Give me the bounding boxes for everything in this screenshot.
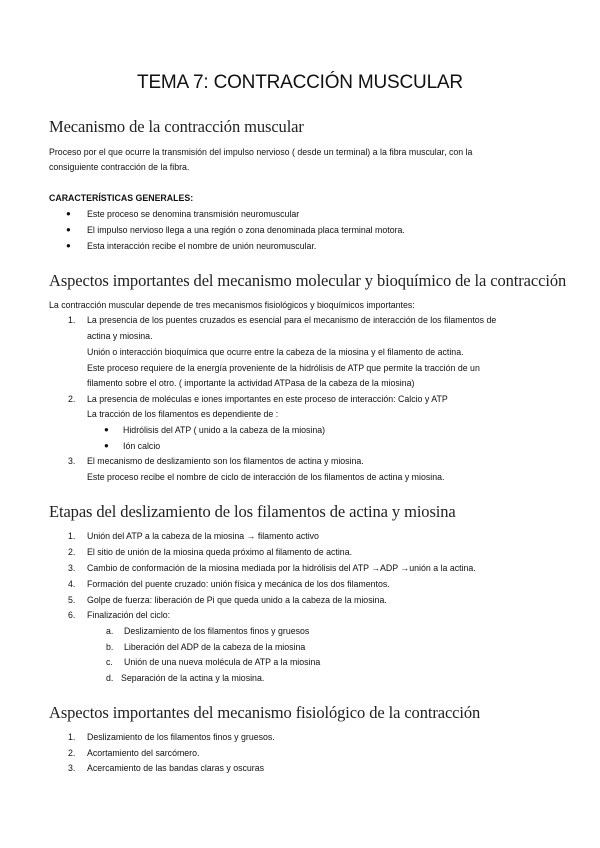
list-item: Deslizamiento de los filamentos finos y gruesos.: [87, 732, 275, 742]
list-letter: c.: [106, 657, 113, 667]
list-item: Unión del ATP a la cabeza de la miosina → filamento activo: [87, 531, 319, 541]
list-letter: d.: [106, 673, 114, 683]
document-title: TEMA 7: CONTRACCIÓN MUSCULAR: [137, 72, 463, 93]
caracteristicas-label: CARACTERÍSTICAS GENERALES:: [49, 193, 194, 203]
list-number: 1.: [68, 531, 76, 541]
list-item: Esta interacción recibe el nombre de unión neuromuscular.: [87, 241, 317, 251]
section-heading-mecanismo: Mecanismo de la contracción muscular: [49, 117, 304, 136]
list-item: El impulso nervioso llega a una región o zona denominada placa terminal motora.: [87, 225, 405, 235]
bullet-icon: ●: [66, 209, 71, 218]
list-item: Finalización del ciclo:: [87, 610, 171, 620]
bullet-icon: ●: [66, 241, 71, 250]
list-letter: a.: [106, 626, 114, 636]
section-heading-etapas: Etapas del deslizamiento de los filamentos de actina y miosina: [49, 502, 456, 521]
list-number: 2.: [68, 547, 76, 557]
list-item: El sitio de unión de la miosina queda próximo al filamento de actina.: [87, 547, 353, 557]
list-item: Cambio de conformación de la miosina mediada por la hidrólisis del ATP →ADP →unión a la actina.: [87, 563, 476, 573]
list-item: actina y miosina.: [87, 331, 153, 341]
paragraph-line: La contracción muscular depende de tres mecanismos fisiológicos y bioquímicos importantes:: [49, 300, 415, 310]
section-heading-molecular: Aspectos importantes del mecanismo molecular y bioquímico de la contracción: [49, 271, 567, 290]
list-item: El mecanismo de deslizamiento son los filamentos de actina y miosina.: [87, 456, 364, 466]
list-item: La presencia de moléculas e iones importantes en este proceso de interacción: Calcio y ATP: [87, 394, 448, 404]
list-item: La tracción de los filamentos es dependiente de :: [87, 409, 279, 419]
list-number: 1.: [68, 315, 76, 325]
list-item: Separación de la actina y la miosina.: [121, 673, 265, 683]
list-number: 4.: [68, 579, 76, 589]
list-item: Formación del puente cruzado: unión física y mecánica de los dos filamentos.: [87, 579, 390, 589]
list-number: 6.: [68, 610, 76, 620]
list-letter: b.: [106, 642, 114, 652]
list-item: Liberación del ADP de la cabeza de la miosina: [124, 642, 306, 652]
list-item: Acercamiento de las bandas claras y oscuras: [87, 763, 265, 773]
list-item: Deslizamiento de los filamentos finos y gruesos: [124, 626, 310, 636]
bullet-icon: ●: [104, 441, 109, 450]
list-number: 3.: [68, 563, 76, 573]
list-item: Golpe de fuerza: liberación de Pi que queda unido a la cabeza de la miosina.: [87, 595, 387, 605]
list-item: Acortamiento del sarcómero.: [87, 748, 200, 758]
bullet-icon: ●: [66, 225, 71, 234]
list-item: Este proceso requiere de la energía proveniente de la hidrólisis de ATP que permite la tracción de un: [87, 363, 480, 373]
list-item: Este proceso se denomina transmisión neuromuscular: [87, 209, 300, 219]
list-item: filamento sobre el otro. ( importante la actividad ATPasa de la cabeza de la miosina): [87, 378, 415, 388]
section-heading-fisiologico: Aspectos importantes del mecanismo fisiológico de la contracción: [49, 703, 481, 722]
list-number: 5.: [68, 595, 76, 605]
list-number: 2.: [68, 748, 76, 758]
list-item: Este proceso recibe el nombre de ciclo de interacción de los filamentos de actina y miosina.: [87, 472, 445, 482]
list-number: 2.: [68, 394, 76, 404]
list-item: La presencia de los puentes cruzados es esencial para el mecanismo de interacción de los filamentos de: [87, 315, 497, 325]
bullet-icon: ●: [104, 425, 109, 434]
list-number: 3.: [68, 456, 76, 466]
list-number: 3.: [68, 763, 76, 773]
list-item: Hidrólisis del ATP ( unido a la cabeza de la miosina): [123, 425, 326, 435]
list-item: Ión calcio: [123, 441, 161, 451]
list-item: Unión o interacción bioquímica que ocurre entre la cabeza de la miosina y el filamento de actina.: [87, 347, 464, 357]
paragraph-line: Proceso por el que ocurre la transmisión del impulso nervioso ( desde un terminal) a la fibra muscular, con la: [49, 147, 473, 157]
list-item: Unión de una nueva molécula de ATP a la miosina: [124, 657, 321, 667]
paragraph-line: consiguiente contracción de la fibra.: [49, 162, 190, 172]
list-number: 1.: [68, 732, 76, 742]
